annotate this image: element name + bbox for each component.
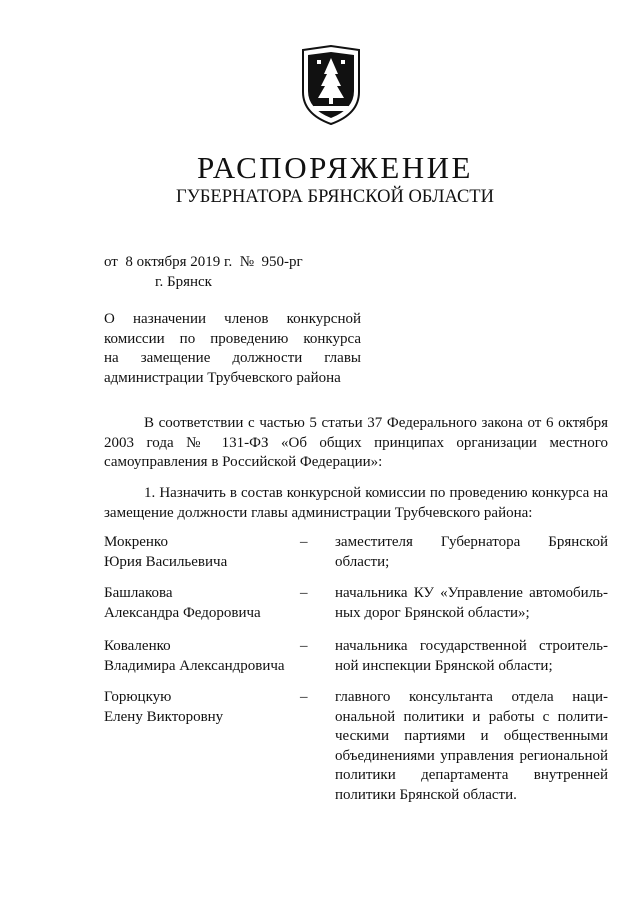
member-given-name: Александра Федоровича [104, 604, 261, 621]
member-surname: Мокренко [104, 534, 168, 550]
member-name [104, 584, 304, 623]
member-given-name: Елену Викторовну [104, 708, 224, 725]
member-dash: – [300, 585, 308, 601]
subject-line: комиссии по проведению конкурса [104, 330, 361, 347]
member-dash: – [300, 689, 308, 705]
position-line: начальника государственной строитель- [335, 638, 608, 654]
position-line: ональной политики и работы с полити- [335, 708, 608, 725]
item-1-text: 1. Назначить в состав конкурсной комиссии по проведению конкурса на замещение должности главы администрации Трубчевского района: [104, 485, 608, 521]
item-1-paragraph [104, 484, 608, 523]
member-dash: – [300, 638, 308, 654]
member-given-name: Владимира Александровича [104, 657, 285, 674]
member-position [335, 637, 608, 676]
subject-line: администрации Трубчевского района [104, 369, 341, 386]
document-city: г. Брянск [155, 274, 212, 290]
member-surname: Коваленко [104, 638, 171, 654]
document-title: РАСПОРЯЖЕНИЕ [197, 150, 473, 185]
position-line: главного консультанта отдела наци- [335, 689, 608, 705]
bryansk-coat-of-arms-icon [299, 44, 363, 126]
position-line: политики департамента внутренней [335, 767, 608, 783]
member-dash: – [300, 534, 308, 550]
member-name [104, 533, 304, 572]
member-name [104, 637, 304, 676]
subject-line: О назначении членов конкурсной [104, 311, 361, 327]
subject-line: на замещение должности главы [104, 350, 361, 366]
position-line: ной инспекции Брянской области; [335, 657, 553, 674]
position-line: ческими партиями и общественными [335, 728, 608, 744]
member-position [335, 688, 608, 805]
member-position [335, 533, 608, 572]
position-line: заместителя Губернатора Брянской [335, 534, 608, 550]
preamble-text: В соответствии с частью 5 статьи 37 Федерального закона от 6 октября 2003 года № 131-ФЗ «Об общих принципах организации местного самоуправления в Российской Федерации»: [104, 415, 608, 470]
preamble-paragraph [104, 414, 608, 473]
position-line: ных дорог Брянской области»; [335, 604, 530, 621]
position-line: политики Брянской области. [335, 786, 517, 803]
member-name [104, 688, 304, 727]
document-date-number: от 8 октября 2019 г. № 950-рг [104, 254, 303, 270]
member-given-name: Юрия Васильевича [104, 553, 228, 570]
position-line: начальника КУ «Управление автомобиль- [335, 585, 608, 601]
document-subject [104, 310, 361, 388]
position-line: области; [335, 553, 390, 570]
member-surname: Горюцкую [104, 689, 172, 705]
member-position [335, 584, 608, 623]
position-line: объединениями управления региональной [335, 747, 608, 764]
member-surname: Башлакова [104, 585, 173, 601]
document-subtitle: ГУБЕРНАТОРА БРЯНСКОЙ ОБЛАСТИ [176, 187, 494, 207]
